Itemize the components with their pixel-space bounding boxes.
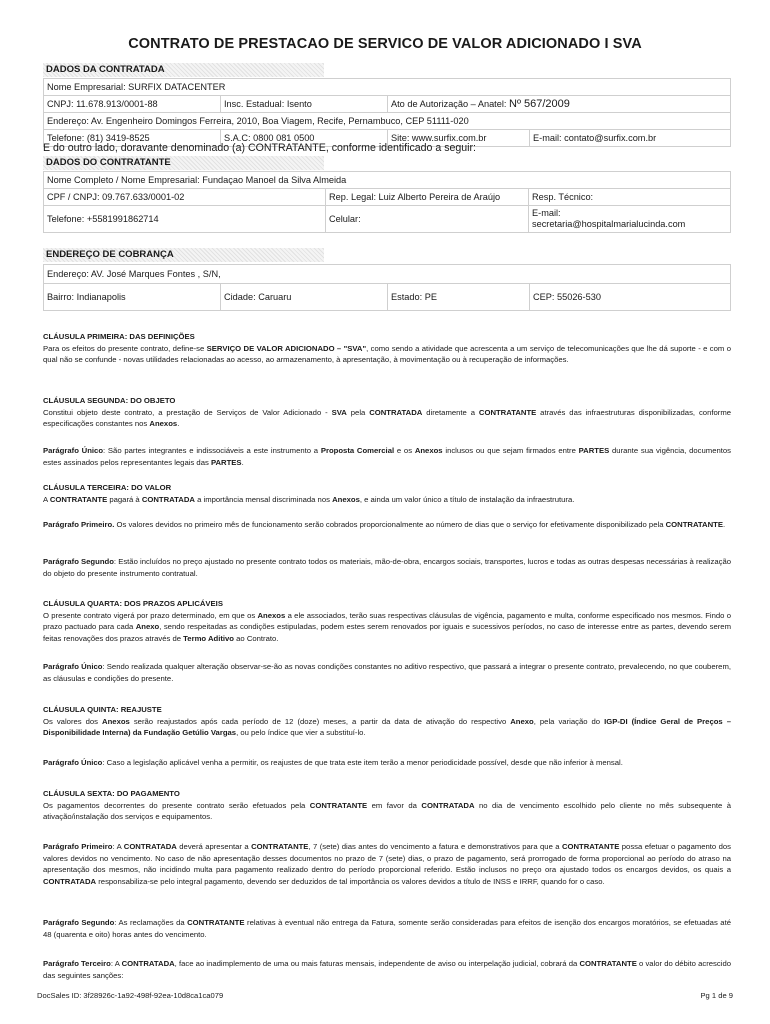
footer-page-number: Pg 1 de 9 — [700, 991, 733, 1000]
email-value: secretaria@hospitalmarialucinda.com — [532, 219, 686, 229]
p6b-text-c: relativas à eventual não entrega da Fatura, somente serão consideradas para efeitos de isenção dos encargos moratórios, se efetuadas até 48 (quarenta e oito) horas antes do vencimento. — [43, 918, 731, 939]
contratante-header: DADOS DO CONTRATANTE — [43, 156, 324, 170]
autorizacao-label: Ato de Autorização – Anatel: — [391, 99, 507, 109]
contratada-sac: S.A.C: 0800 081 0500 — [221, 130, 388, 147]
clause-4-title: CLÁUSULA QUARTA: DOS PRAZOS APLICÁVEIS — [43, 599, 223, 608]
clause-2-text-e: . — [177, 419, 180, 429]
c6-contratada: CONTRATADA — [421, 800, 475, 810]
cobranca-cep: CEP: 55026-530 — [530, 284, 731, 311]
c4-text-a: O presente contrato vigerá por prazo determinado, em que os — [43, 610, 258, 620]
c5-text-e: , pela variação do — [533, 716, 605, 726]
contratada-autorizacao — [388, 96, 731, 113]
c4-anexo: Anexo — [135, 622, 160, 632]
p2-text-e: inclusos ou que sejam firmados entre — [442, 446, 579, 455]
c5-text-a: Os valores dos — [43, 716, 103, 726]
c3-text-c: pagará à — [107, 494, 142, 504]
p2-partes-2: PARTES — [210, 457, 242, 467]
p6a-contratante-2: CONTRATANTE — [561, 842, 620, 851]
clause-2-title: CLÁUSULA SEGUNDA: DO OBJETO — [43, 396, 176, 405]
clause-2 — [43, 395, 731, 430]
intro-line: E do outro lado, doravante denominado (a) CONTRATANTE, conforme identificado a seguir: — [43, 142, 476, 154]
c6-text-e: no dia de vencimento escolhido pelo cliente no mês subsequente à ativação/instalação dos serviços e equipamentos. — [43, 800, 732, 822]
footer-docid: DocSales ID: 3f28926c-1a92-498f-92ea-10d8ca1ca079 — [37, 991, 224, 1000]
c4-text-g: ao Contrato. — [234, 633, 279, 643]
p6c-text-e: o valor do débito acrescido das seguintes sanções: — [43, 959, 732, 980]
c3-text-e: a importância mensal discriminada nos — [194, 494, 333, 504]
p6a-contratada: CONTRATADA — [123, 842, 177, 851]
contratada-header: DADOS DA CONTRATADA — [43, 63, 324, 77]
c4-anexos: Anexos — [257, 610, 286, 620]
p6b-text-a: : As reclamações da — [114, 918, 188, 927]
c3-contratada: CONTRATADA — [141, 494, 195, 504]
contratada-insc: Insc. Estadual: Isento — [221, 96, 388, 113]
p6c-text-a: : A — [110, 959, 122, 968]
paragraph-4-unico — [43, 661, 731, 684]
p3a-text-c: . — [722, 520, 726, 529]
email-label: E-mail: — [532, 208, 561, 218]
contratada-site: Site: www.surfix.com.br — [388, 130, 530, 147]
c5-anexo: Anexo — [510, 716, 534, 726]
p2-text-a: : São partes integrantes e indissociáveis a este instrumento a — [103, 446, 321, 455]
p2-text-i: . — [241, 457, 244, 467]
clause-6-title: CLÁUSULA SEXTA: DO PAGAMENTO — [43, 789, 180, 798]
paragraph-6-terceiro — [43, 958, 731, 981]
p6a-text-a: : A — [112, 842, 124, 851]
contratante-nome: Nome Completo / Nome Empresarial: Fundaçao Manoel da Silva Almeida — [44, 172, 731, 189]
contratada-endereco: Endereço: Av. Engenheiro Domingos Ferreira, 2010, Boa Viagem, Recife, Pernambuco, CEP 51111-020 — [44, 113, 731, 130]
cobranca-header: ENDEREÇO DE COBRANÇA — [43, 248, 324, 262]
contratada-cnpj: CNPJ: 11.678.913/0001-88 — [44, 96, 221, 113]
paragraph-3-primeiro — [43, 519, 731, 531]
paragraph-3-segundo — [43, 556, 731, 579]
c3-contratante: CONTRATANTE — [49, 494, 108, 504]
p2-text-g: durante sua vigência, documentos estes assinados pelos representantes legais das — [43, 446, 732, 467]
p2-anexos: Anexos — [414, 446, 443, 455]
c6-contratante: CONTRATANTE — [309, 800, 368, 810]
clause-2-text-d: através das infraestruturas disponibilizadas, conforme especificações constantes nos — [43, 407, 732, 429]
p6c-contratante: CONTRATANTE — [579, 959, 637, 968]
c4-text-e: , sendo respeitadas as condições estipuladas, podem estes serem renovados por iguais e sucessivos períodos, no caso de interesse entre as partes, devendo serem feitas renovações dos prazos através de — [43, 622, 731, 643]
contratante-email — [529, 206, 731, 233]
contratada-telefone: Telefone: (81) 3419-8525 — [44, 130, 221, 147]
c5-anexos: Anexos — [102, 716, 130, 726]
contratada-nome: Nome Empresarial: SURFIX DATACENTER — [44, 79, 731, 96]
p3a-contratante: CONTRATANTE — [665, 520, 723, 529]
paragraph-label: Parágrafo Único — [43, 446, 104, 455]
p2-text-c: e os — [394, 446, 415, 455]
clause-2-sva: SVA — [331, 407, 347, 417]
c5-text-c: serão reajustados após cada período de 12 (doze) meses, a partir da data de ativação do respectivo — [129, 716, 511, 726]
paragraph-label: Parágrafo Primeiro — [43, 842, 113, 851]
p4-text: : Sendo realizada qualquer alteração observar-se-ão as novas condições constantes no aditivo respectivo, que passará a integrar o presente contrato, prevalecendo, no que couberem, as cláusulas e condições do presente. — [43, 662, 731, 683]
c6-text-a: Os pagamentos decorrentes do presente contrato serão efetuados pela — [43, 800, 310, 810]
p2-partes: PARTES — [578, 446, 610, 455]
clause-2-contratante: CONTRATANTE — [478, 407, 537, 417]
paragraph-2-unico — [43, 445, 731, 468]
p6a-text-g: possa efetuar o pagamento dos valores devidos no vencimento. No caso de não apresentação desses documentos no prazo de 7 (sete) dias, o prazo de pagamento, será prorrogado de forma proporcional ao período do atraso na apresentação dos mesmos, não incidindo multa para pagamento realizado dentro do período proporcional referido. Estão inclusos no preço ora ajustado todos os encargos devidos, os quais a — [43, 842, 732, 875]
c4-termo-aditivo: Termo Aditivo — [183, 633, 234, 643]
cobranca-table — [43, 264, 731, 311]
clause-2-text-c: diretamente a — [422, 407, 479, 417]
clause-3 — [43, 482, 731, 505]
paragraph-label: Parágrafo Único — [43, 662, 103, 671]
contratante-resp: Resp. Técnico: — [529, 189, 731, 206]
c3-anexos: Anexos — [332, 494, 360, 504]
autorizacao-number: Nº 567/2009 — [509, 98, 570, 110]
paragraph-label: Parágrafo Segundo — [43, 918, 115, 927]
contratante-table — [43, 171, 731, 233]
cobranca-estado: Estado: PE — [388, 284, 530, 311]
p5-text: : Caso a legislação aplicável venha a permitir, os reajustes de que trata este item terão a menor periodicidade possível, desde que não inferior à mensal. — [102, 758, 623, 767]
cobranca-cidade: Cidade: Caruaru — [221, 284, 388, 311]
paragraph-label: Parágrafo Único — [43, 758, 103, 767]
p6c-text-c: , face ao inadimplemento de uma ou mais faturas mensais, independente de aviso ou interpelação judicial, cobrará da — [174, 959, 580, 968]
c5-igp-di: IGP-DI (Índice Geral de Preços – Disponibilidade Interna) da Fundação Getúlio Vargas — [43, 716, 731, 738]
contratante-rep: Rep. Legal: Luiz Alberto Pereira de Araújo — [326, 189, 529, 206]
contratante-cpf: CPF / CNPJ: 09.767.633/0001-02 — [44, 189, 326, 206]
clause-1 — [43, 331, 731, 366]
clause-2-text-b: pela — [346, 407, 370, 417]
clause-1-title: CLÁUSULA PRIMEIRA: DAS DEFINIÇÕES — [43, 332, 195, 341]
c3-text-g: , e ainda um valor único a título de instalação da infraestrutura. — [359, 494, 575, 504]
clause-1-text-end: , como sendo a atividade que acrescenta a um serviço de telecomunicações que lhe dá suporte - e com o qual não se confunde - novas utilidades relacionadas ao acesso, ao armazenamento, à apresentação, à movimentação ou à recuperação de informações. — [43, 343, 731, 365]
contratada-table — [43, 78, 731, 147]
contratante-telefone: Telefone: +5581991862714 — [44, 206, 326, 233]
page-title: CONTRATO DE PRESTACAO DE SERVICO DE VALOR ADICIONADO I SVA — [128, 36, 642, 52]
paragraph-label: Parágrafo Segundo — [43, 557, 114, 566]
clause-4 — [43, 598, 731, 644]
c5-text-g: , ou pelo índice que vier a substituí-lo. — [236, 728, 366, 738]
c6-text-c: em favor da — [367, 800, 422, 810]
p6a-text-e: , 7 (sete) dias antes do vencimento a fatura e demonstrativos para que a — [308, 842, 562, 851]
clause-6 — [43, 788, 731, 823]
clause-2-contratada: CONTRATADA — [369, 407, 423, 417]
cobranca-endereco: Endereço: AV. José Marques Fontes , S/N, — [44, 265, 731, 284]
clause-2-text: Constitui objeto deste contrato, a prestação de Serviços de Valor Adicionado - — [43, 407, 332, 417]
paragraph-6-primeiro — [43, 841, 731, 887]
p6a-text-c: deverá apresentar a — [176, 842, 252, 851]
paragraph-label: Parágrafo Primeiro. — [43, 520, 115, 529]
contratada-email: E-mail: contato@surfix.com.br — [530, 130, 731, 147]
c4-text-c: a ele associados, terão suas respectivas cláusulas de vigência, pagamento e multa, conforme especificado nos mesmos. Findo o prazo pactuado para cada — [43, 610, 732, 632]
p6a-contratante: CONTRATANTE — [251, 842, 309, 851]
clause-5-title: CLÁUSULA QUINTA: REAJUSTE — [43, 705, 162, 714]
paragraph-label: Parágrafo Terceiro — [43, 959, 111, 968]
p6b-contratante: CONTRATANTE — [187, 918, 245, 927]
paragraph-5-unico — [43, 757, 731, 769]
p3b-text: : Estão incluídos no preço ajustado no presente contrato todos os materiais, mão-de-obra, encargos sociais, transportes, lucros e todas as outras despesas necessárias à realização do objeto do presente instrumento contratual. — [43, 557, 731, 578]
contratante-celular: Celular: — [326, 206, 529, 233]
clause-3-title: CLÁUSULA TERCEIRA: DO VALOR — [43, 483, 172, 492]
cobranca-bairro: Bairro: Indianapolis — [44, 284, 221, 311]
p6a-text-i: responsabiliza-se pelo integral pagamento, devendo ser deduzidos de tal importância os valores devidos a título de INSS e IRRF, quando for o caso. — [96, 876, 605, 886]
c3-text-a: A — [43, 494, 50, 504]
p6c-contratada: CONTRATADA — [121, 959, 175, 968]
paragraph-6-segundo — [43, 917, 731, 940]
p2-proposta: Proposta Comercial — [320, 446, 395, 455]
clause-1-text: Para os efeitos do presente contrato, define-se — [43, 343, 207, 353]
p3a-text-a: Os valores devidos no primeiro mês de funcionamento serão cobrados proporcionalmente ao número de dias que o serviço for efetivamente disponibilizado pela — [114, 520, 666, 529]
clause-1-term: SERVIÇO DE VALOR ADICIONADO – "SVA" — [206, 343, 367, 353]
p6a-contratada-2: CONTRATADA — [43, 876, 97, 886]
clause-2-anexos: Anexos — [149, 419, 178, 429]
clause-5 — [43, 704, 731, 739]
